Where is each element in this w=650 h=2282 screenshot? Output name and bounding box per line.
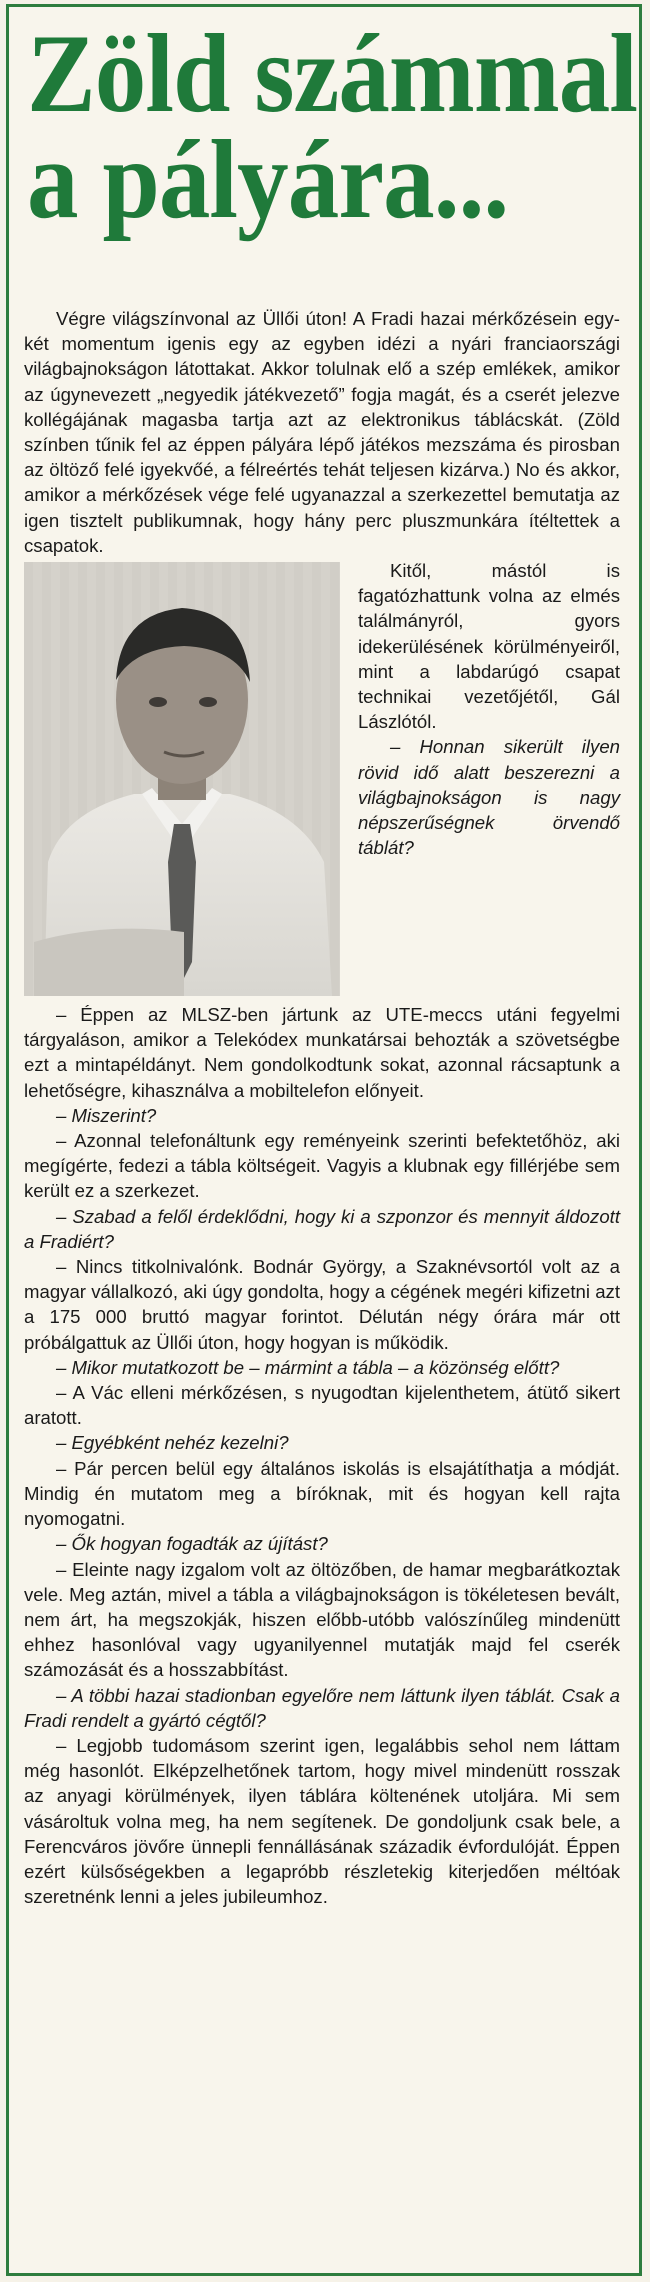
article-question: – A többi hazai stadionban egyelőre nem láttunk ilyen táblát. Csak a Fradi rendelt a gyártó cégtől?: [24, 1684, 620, 1731]
article-paragraph: – Éppen az MLSZ-ben jártunk az UTE-meccs utáni fegyelmi tárgyaláson, amikor a Telekódex munkatársai behozták a szövetségbe ezt a mintapéldányt. Nem gondolkodtunk sokat, azonnal rácsaptunk a lehetőségre, kihasználva a mobiltelefon előnyeit.: [24, 1004, 620, 1101]
photo-section: [24, 558, 620, 1002]
article-paragraph: – Eleinte nagy izgalom volt az öltözőben, de hamar megbarátkoztak vele. Meg aztán, mivel a tábla a világbajnokságon is tökéletesen bevált, nem árt, ha megszokják, hiszen előbb-utóbb valószínűleg mindenütt ehhez hasonlóval vagy ugyanilyennel mutatják majd fel cserék számozását és a hosszabbítást.: [24, 1558, 620, 1681]
headline: [27, 12, 638, 242]
article-question: – Honnan sikerült ilyen rövid idő alatt beszerezni a világbajnokságon is nagy népszerűségnek örvendő táblát?: [358, 736, 620, 859]
article-question: – Szabad a felől érdeklődni, hogy ki a szponzor és mennyit áldozott a Fradiért?: [24, 1205, 620, 1252]
article-body: [24, 306, 620, 1909]
portrait-image: [24, 562, 340, 996]
portrait-photo: [24, 562, 340, 996]
headline-line-2: a pályára...: [27, 118, 509, 242]
article-paragraph: – Azonnal telefonáltunk egy reményeink szerinti befektetőhöz, aki megígérte, fedezi a tábla költségeit. Vagyis a klubnak egy fillérjébe sem került ez a szerkezet.: [24, 1130, 620, 1202]
article-question: – Egyébként nehéz kezelni?: [56, 1432, 289, 1454]
article-paragraph: Kitől, mástól is fagatózhattunk volna az elmés találmányról, gyors idekerülésének körülményeiről, mint a labdarúgó csapat technikai vezetőjétől, Gál Lászlótól.: [358, 560, 620, 733]
headline-line-1: Zöld számmal: [27, 12, 638, 136]
article-question: – Mikor mutatkozott be – mármint a tábla – a közönség előtt?: [56, 1356, 560, 1378]
article-paragraph: – Pár percen belül egy általános iskolás is elsajátíthatja a módját. Mindig én mutatom meg a bíróknak, mit és hogyan kell rajta nyomogatni.: [24, 1457, 620, 1530]
article-paragraph: – Nincs titkolnivalónk. Bodnár György, a Szaknévsortól volt az a magyar vállalkozó, aki úgy gondolta, hogy a cégének megéri kifizetni azt a 175 000 bruttó magyar forintot. Délután négy órára már ott próbálgattuk az Üllői úton, hogy hogyan is működik.: [24, 1256, 620, 1353]
article-question: – Miszerint?: [56, 1104, 157, 1126]
article-paragraph: – Legjobb tudomásom szerint igen, legalábbis sehol nem láttam még hasonlót. Elképzelhetőnek tartom, hogy mivel mindenütt rosszak az anyagi körülmények, ilyen táblára költenének utoljára. Mi sem vásároltuk volna meg, ha nem segítenek. De gondoljunk csak bele, a Ferencváros jövőre ünnepli fennállásának századik évfordulóját. Éppen ezért külsőségekben a legapróbb részletekig kiterjedően méltóak szeretnénk lenni a jeles jubileumhoz.: [24, 1734, 620, 1908]
article-paragraph: – A Vác elleni mérkőzésen, s nyugodtan kijelenthetem, átütő sikert aratott.: [24, 1382, 620, 1429]
article-paragraph: Végre világszínvonal az Üllői úton! A Fradi hazai mérkőzésein egy-két momentum igenis egy az egyben idézi a nyári franciaországi világbajnokságon látottakat. Akkor tolulnak elő a szép emlékek, amikor az úgynevezett „negyedik játékvezető” fogja magát, és a cserét jelezve kollégájának magasba tartja azt az elektronikus táblácskát. (Zöld színben tűnik fel az éppen pályára lépő játékos mezszáma és pirosban az öltöző felé igyekvőé, a félreértés tehát teljesen kizárva.) No és akkor, amikor a mérkőzések vége felé ugyanazzal a szerkezettel bemutatja az igen tisztelt publikumnak, hogy hány perc pluszmunkára ítéltettek a csapatok.: [24, 308, 620, 556]
article-question: – Ők hogyan fogadták az újítást?: [56, 1533, 328, 1555]
